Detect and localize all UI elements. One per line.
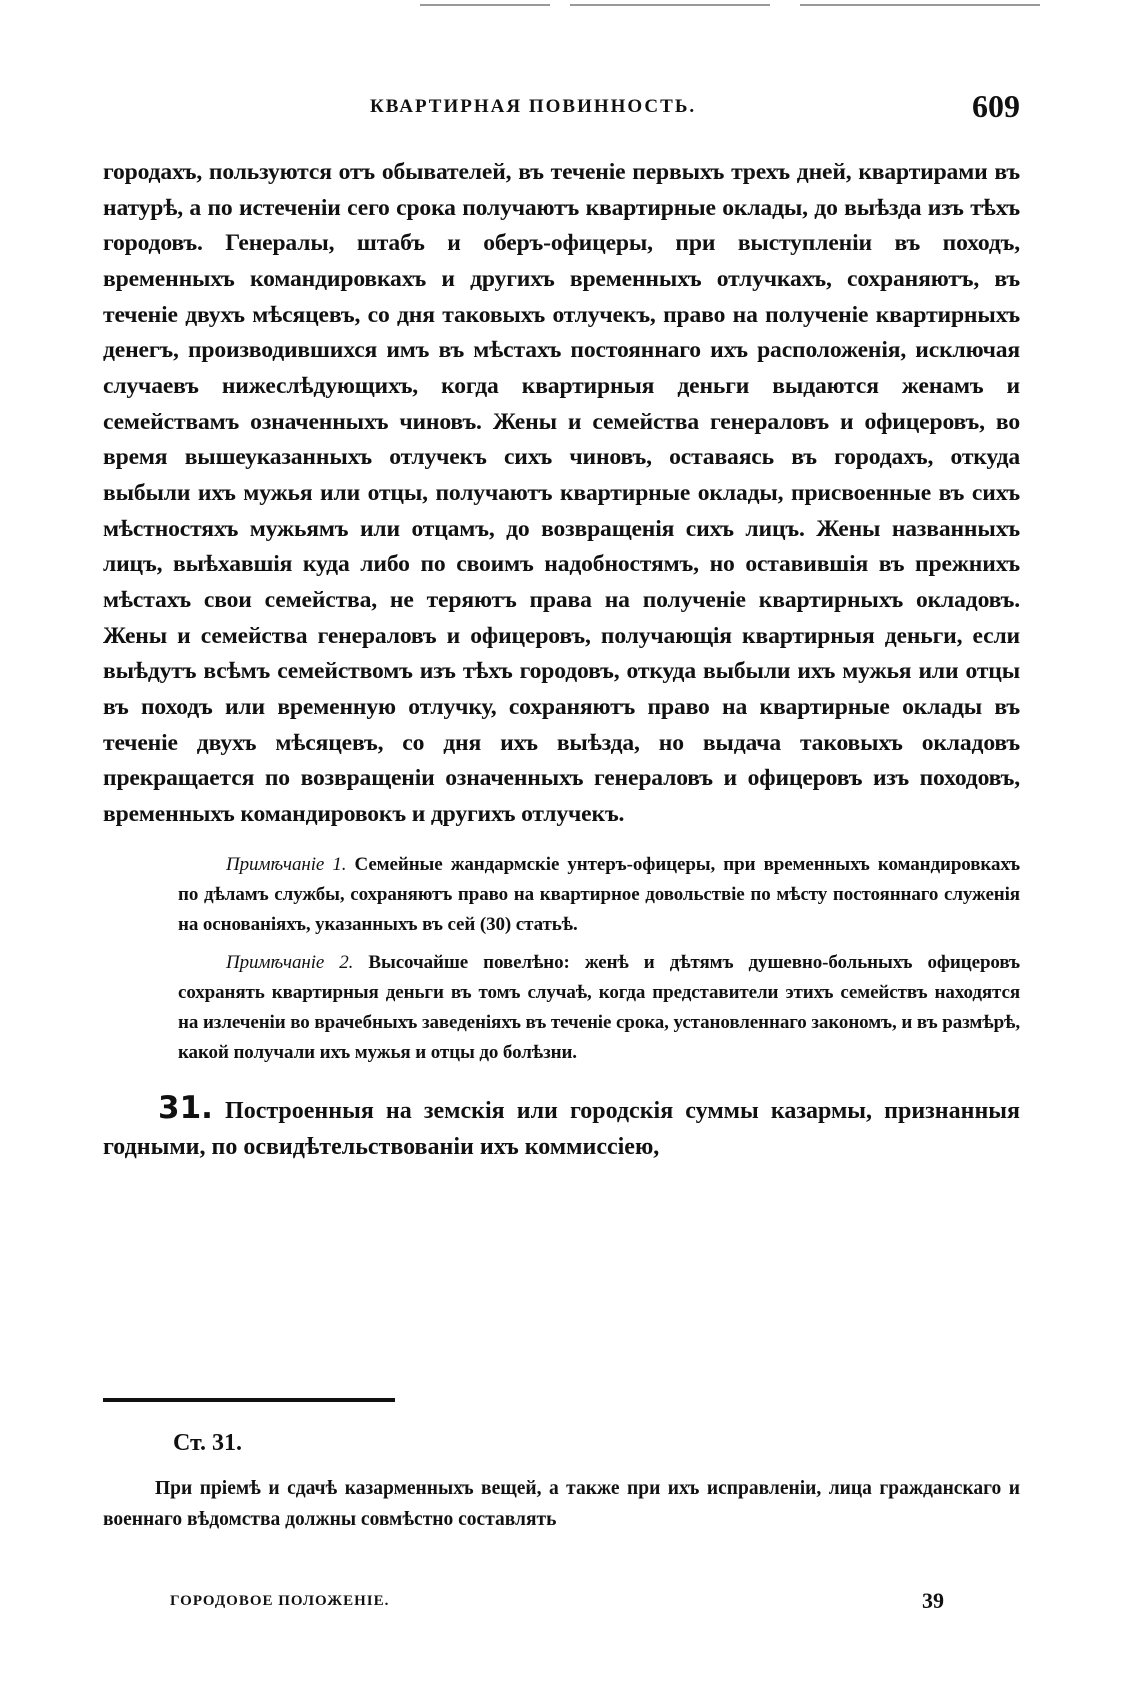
top-border-rules (420, 4, 1040, 8)
footnote-title: Ст. 31. (173, 1430, 242, 1456)
footer-number: 39 (922, 1588, 944, 1613)
page-header (100, 88, 1020, 128)
note-1-text: Семейные жандармскіе унтеръ-офицеры, при временныхъ командировкахъ по дѣламъ службы, сохраняютъ право на квартирное довольствіе по мѣсту постояннаго служенія на основаніяхъ, указанныхъ въ сей (30) статьѣ. (178, 854, 1021, 936)
page-number: 609 (972, 88, 1020, 124)
footnote-divider (103, 1398, 395, 1402)
notes-block (103, 850, 1020, 1068)
note-2-label: Примѣчаніе 2. (226, 952, 354, 974)
note-2-text: Высочайше повелѣно: женѣ и дѣтямъ душевно-больныхъ офицеровъ сохранять квартирныя деньги въ томъ случаѣ, когда представители этихъ семействъ находятся на излеченіи во врачебныхъ заведеніяхъ въ теченіе срока, установленнаго закономъ, и въ размѣрѣ, какой получали ихъ мужья и отцы до болѣзни. (178, 952, 1021, 1064)
article-text: Построенныя на земскія или городскія суммы казармы, признанныя годными, по освидѣтельствованіи ихъ коммиссіею, (103, 1098, 1020, 1161)
article-number: 31. (158, 1090, 213, 1127)
running-title: КВАРТИРНАЯ ПОВИННОСТЬ. (370, 96, 697, 117)
main-paragraph: городахъ, пользуются отъ обывателей, въ теченіе первыхъ трехъ дней, квартирами въ натурѣ, а по истеченіи сего срока получаютъ квартирные оклады, до выѣзда изъ тѣхъ городовъ. Генералы, штабъ и оберъ-офицеры, при выступленіи въ походъ, временныхъ командировкахъ и другихъ временныхъ отлучкахъ, сохраняютъ, въ теченіе двухъ мѣсяцевъ, со дня таковыхъ отлучекъ, право на полученіе квартирныхъ денегъ, производившихся имъ въ мѣстахъ постояннаго ихъ расположенія, исключая случаевъ нижеслѣдующихъ, когда квартирныя деньги выдаются женамъ и семействамъ означенныхъ чиновъ. Жены и семейства генераловъ и офицеровъ, во время вышеуказанныхъ отлучекъ сихъ чиновъ, оставаясь въ городахъ, откуда выбыли ихъ мужья или отцы, получаютъ квартирные оклады, присвоенные въ сихъ мѣстностяхъ мужьямъ или отцамъ, до возвращенія сихъ лицъ. Жены названныхъ лицъ, выѣхавшія куда либо по своимъ надобностямъ, но оставившія въ прежнихъ мѣстахъ свои семейства, не теряютъ права на полученіе квартирныхъ окладовъ. Жены и семейства генераловъ и офицеровъ, получающія квартирныя деньги, если выѣдутъ всѣмъ семействомъ изъ тѣхъ городовъ, откуда выбыли ихъ мужья или отцы въ походъ или временную отлучку, сохраняютъ право на квартирные оклады въ теченіе двухъ мѣсяцевъ, со дня ихъ выѣзда, но выдача таковыхъ окладовъ прекращается по возвращеніи означенныхъ генераловъ и офицеровъ изъ походовъ, временныхъ командировокъ и другихъ отлучекъ. (103, 159, 1020, 827)
article-31 (103, 1090, 1020, 1165)
note-1 (103, 850, 1020, 940)
footnote (103, 1430, 1020, 1535)
note-2 (103, 948, 1020, 1068)
note-1-label: Примѣчаніе 1. (226, 854, 347, 876)
footnote-text: При пріемѣ и сдачѣ казарменныхъ вещей, а также при ихъ исправленіи, лица гражданскаго и военнаго вѣдомства должны совмѣстно составлять (103, 1478, 1020, 1530)
page-body (103, 155, 1020, 1165)
footer-title: ГОРОДОВОЕ ПОЛОЖЕНІЕ. (170, 1593, 390, 1609)
page-footer (170, 1588, 950, 1618)
